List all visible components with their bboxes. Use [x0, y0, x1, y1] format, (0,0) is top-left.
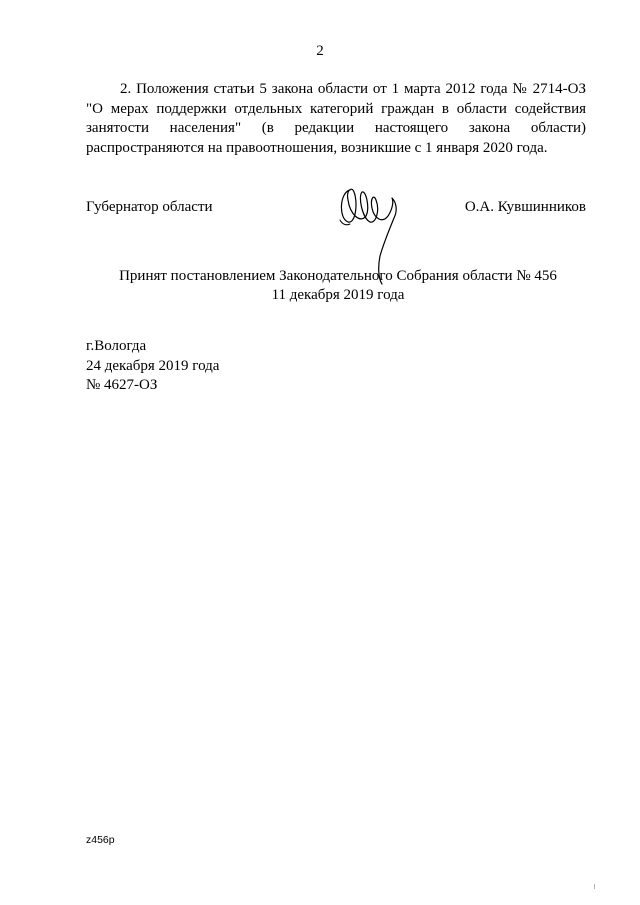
law-number: № 4627-ОЗ	[86, 377, 158, 393]
adoption-line-2: 11 декабря 2019 года	[271, 287, 405, 303]
place-date-block	[86, 337, 219, 396]
document-code: z456p	[86, 834, 115, 846]
paragraph-line-1: 2. Положения статьи 5 закона области от 1 марта 2012 года № 2714-ОЗ	[120, 81, 586, 97]
adoption-line-1: Принят постановлением Законодательного Собрания области № 456	[119, 268, 557, 284]
signing-date: 24 декабря 2019 года	[86, 357, 220, 374]
city: г.Вологда	[86, 338, 147, 354]
adoption-note	[0, 267, 640, 305]
governor-title: Губернатор области	[86, 199, 213, 215]
law-paragraph	[86, 80, 586, 158]
governor-name: О.А. Кувшинников	[464, 199, 586, 215]
scan-mark	[594, 884, 595, 889]
page-number: 2	[316, 43, 324, 59]
paragraph-line-3: занятости населения" (в редакции настоящего закона области)	[86, 120, 586, 136]
paragraph-line-4: распространяются на правоотношения, возникшие с 1 января 2020 года.	[86, 139, 548, 156]
paragraph-line-2: "О мерах поддержки отдельных категорий граждан в области содействия	[86, 100, 586, 117]
